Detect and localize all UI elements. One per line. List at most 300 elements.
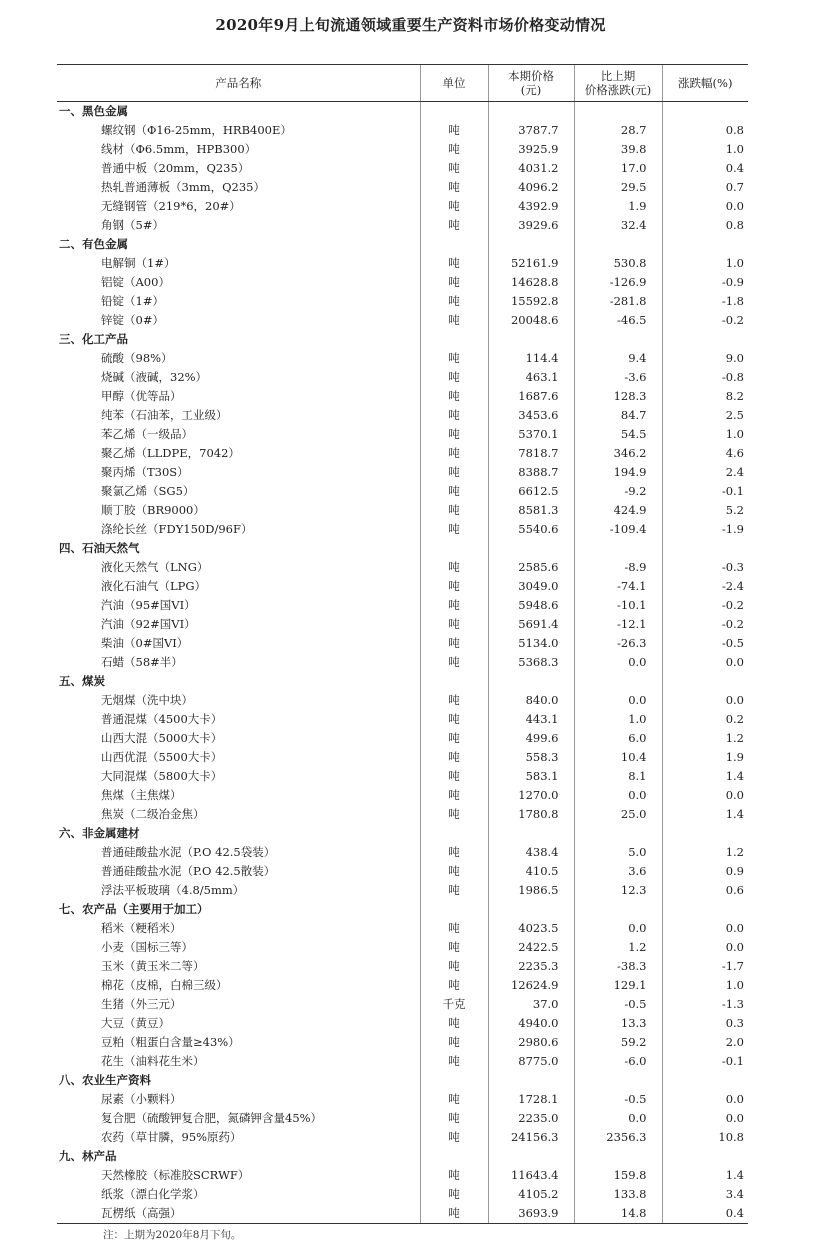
header-price-change — [574, 65, 662, 102]
table-row — [57, 463, 748, 482]
current-price: 8581.3 — [488, 501, 574, 520]
table-row — [57, 1185, 748, 1204]
current-price: 8775.0 — [488, 1052, 574, 1071]
product-unit: 吨 — [420, 273, 488, 292]
category-unit-empty — [420, 235, 488, 254]
product-unit: 吨 — [420, 710, 488, 729]
product-name: 稻米（粳稻米） — [101, 921, 182, 935]
category-pct-empty — [662, 539, 748, 558]
change-percent: 4.6 — [662, 444, 748, 463]
product-unit: 吨 — [420, 1128, 488, 1147]
category-pct-empty — [662, 1147, 748, 1166]
current-price: 4392.9 — [488, 197, 574, 216]
current-price: 20048.6 — [488, 311, 574, 330]
table-row — [57, 520, 748, 539]
change-percent: 0.0 — [662, 653, 748, 672]
change-percent: 1.0 — [662, 254, 748, 273]
product-name: 普通硅酸盐水泥（P.O 42.5散装） — [101, 864, 276, 878]
product-name: 汽油（92#国VI） — [101, 617, 196, 631]
product-name: 线材（Φ6.5mm，HPB300） — [101, 142, 257, 156]
price-change: 0.0 — [574, 786, 662, 805]
change-percent: 0.0 — [662, 197, 748, 216]
change-percent: 0.0 — [662, 938, 748, 957]
product-unit: 吨 — [420, 634, 488, 653]
change-percent: -0.2 — [662, 311, 748, 330]
page-title: 2020年9月上旬流通领域重要生产资料市场价格变动情况 — [215, 16, 606, 34]
price-change: 29.5 — [574, 178, 662, 197]
product-name: 铝锭（A00） — [101, 275, 170, 289]
category-pct-empty — [662, 1071, 748, 1090]
current-price: 1687.6 — [488, 387, 574, 406]
change-percent: 0.0 — [662, 691, 748, 710]
current-price: 7818.7 — [488, 444, 574, 463]
category-row — [57, 900, 748, 919]
category-pct-empty — [662, 235, 748, 254]
product-name: 聚丙烯（T30S） — [101, 465, 189, 479]
category-name: 五、煤炭 — [59, 674, 105, 688]
product-name: 纸浆（漂白化学浆） — [101, 1187, 205, 1201]
category-row — [57, 330, 748, 349]
change-percent: 5.2 — [662, 501, 748, 520]
product-unit: 吨 — [420, 615, 488, 634]
category-row — [57, 824, 748, 843]
price-change: 424.9 — [574, 501, 662, 520]
price-change: 8.1 — [574, 767, 662, 786]
product-name: 尿素（小颗料） — [101, 1092, 182, 1106]
current-price: 11643.4 — [488, 1166, 574, 1185]
product-unit: 吨 — [420, 748, 488, 767]
current-price: 5370.1 — [488, 425, 574, 444]
product-name: 热轧普通薄板（3mm，Q235） — [101, 180, 266, 194]
price-change: 3.6 — [574, 862, 662, 881]
price-change: 1.2 — [574, 938, 662, 957]
product-unit: 吨 — [420, 292, 488, 311]
product-unit: 吨 — [420, 786, 488, 805]
product-unit: 吨 — [420, 159, 488, 178]
current-price: 443.1 — [488, 710, 574, 729]
product-unit: 吨 — [420, 653, 488, 672]
table-row — [57, 995, 748, 1014]
product-name: 液化天然气（LNG） — [101, 560, 209, 574]
product-unit: 吨 — [420, 843, 488, 862]
header-unit: 单位 — [420, 65, 488, 102]
category-row — [57, 539, 748, 558]
price-change: -74.1 — [574, 577, 662, 596]
product-unit: 吨 — [420, 558, 488, 577]
change-percent: 1.2 — [662, 729, 748, 748]
change-percent: -1.7 — [662, 957, 748, 976]
table-row — [57, 1052, 748, 1071]
change-percent: -2.4 — [662, 577, 748, 596]
product-unit: 吨 — [420, 444, 488, 463]
product-unit: 吨 — [420, 1052, 488, 1071]
table-row — [57, 1033, 748, 1052]
category-unit-empty — [420, 539, 488, 558]
price-change: 13.3 — [574, 1014, 662, 1033]
price-change: 54.5 — [574, 425, 662, 444]
price-change: -281.8 — [574, 292, 662, 311]
product-unit: 吨 — [420, 596, 488, 615]
price-change: -38.3 — [574, 957, 662, 976]
table-row — [57, 349, 748, 368]
product-name: 大豆（黄豆） — [101, 1016, 170, 1030]
price-change: 0.0 — [574, 919, 662, 938]
change-percent: 10.8 — [662, 1128, 748, 1147]
product-unit: 吨 — [420, 121, 488, 140]
table-row — [57, 216, 748, 235]
current-price: 1780.8 — [488, 805, 574, 824]
product-name: 聚乙烯（LLDPE，7042） — [101, 446, 240, 460]
change-percent: -0.3 — [662, 558, 748, 577]
current-price: 2980.6 — [488, 1033, 574, 1052]
category-unit-empty — [420, 1071, 488, 1090]
category-price-empty — [488, 900, 574, 919]
table-row — [57, 406, 748, 425]
current-price: 4105.2 — [488, 1185, 574, 1204]
category-price-empty — [488, 330, 574, 349]
product-name: 液化石油气（LPG） — [101, 579, 207, 593]
price-change: 0.0 — [574, 653, 662, 672]
change-percent: 1.9 — [662, 748, 748, 767]
product-unit: 吨 — [420, 881, 488, 900]
product-name: 棉花（皮棉，白棉三级） — [101, 978, 228, 992]
current-price: 5691.4 — [488, 615, 574, 634]
price-change: -26.3 — [574, 634, 662, 653]
product-name: 角钢（5#） — [101, 218, 164, 232]
price-change: 5.0 — [574, 843, 662, 862]
product-name: 复合肥（硫酸钾复合肥，氮磷钾含量45%） — [101, 1111, 323, 1125]
change-percent: 1.4 — [662, 805, 748, 824]
category-price-empty — [488, 102, 574, 122]
current-price: 12624.9 — [488, 976, 574, 995]
table-row — [57, 178, 748, 197]
current-price: 2585.6 — [488, 558, 574, 577]
change-percent: 1.0 — [662, 425, 748, 444]
price-change: 194.9 — [574, 463, 662, 482]
category-pct-empty — [662, 824, 748, 843]
current-price: 14628.8 — [488, 273, 574, 292]
category-row — [57, 1071, 748, 1090]
price-change: -12.1 — [574, 615, 662, 634]
header-current-price-line2: (元) — [520, 83, 542, 97]
current-price: 5134.0 — [488, 634, 574, 653]
price-change: -6.0 — [574, 1052, 662, 1071]
category-row — [57, 102, 748, 122]
category-change-empty — [574, 330, 662, 349]
category-change-empty — [574, 672, 662, 691]
category-price-empty — [488, 1147, 574, 1166]
table-row — [57, 653, 748, 672]
product-name: 电解铜（1#） — [101, 256, 176, 270]
current-price: 37.0 — [488, 995, 574, 1014]
current-price: 2235.0 — [488, 1109, 574, 1128]
table-row — [57, 805, 748, 824]
change-percent: -0.9 — [662, 273, 748, 292]
current-price: 4031.2 — [488, 159, 574, 178]
product-name: 豆粕（粗蛋白含量≥43%） — [101, 1035, 240, 1049]
category-change-empty — [574, 1071, 662, 1090]
category-pct-empty — [662, 900, 748, 919]
category-name: 八、农业生产资料 — [59, 1073, 151, 1087]
product-name: 山西大混（5000大卡） — [101, 731, 223, 745]
change-percent: -0.2 — [662, 596, 748, 615]
current-price: 1270.0 — [488, 786, 574, 805]
category-row — [57, 235, 748, 254]
table-row — [57, 691, 748, 710]
product-unit: 吨 — [420, 691, 488, 710]
change-percent: 0.0 — [662, 1109, 748, 1128]
footnote: 注：上期为2020年8月下旬。 — [103, 1229, 242, 1241]
product-unit: 吨 — [420, 862, 488, 881]
table-row — [57, 482, 748, 501]
product-name: 山西优混（5500大卡） — [101, 750, 223, 764]
product-name: 苯乙烯（一级品） — [101, 427, 193, 441]
product-name: 涤纶长丝（FDY150D/96F） — [101, 522, 253, 536]
product-name: 农药（草甘膦，95%原药） — [101, 1130, 242, 1144]
category-unit-empty — [420, 102, 488, 122]
product-name: 小麦（国标三等） — [101, 940, 193, 954]
current-price: 15592.8 — [488, 292, 574, 311]
table-row — [57, 140, 748, 159]
current-price: 1728.1 — [488, 1090, 574, 1109]
product-unit: 吨 — [420, 254, 488, 273]
price-change: 9.4 — [574, 349, 662, 368]
table-row — [57, 938, 748, 957]
price-change: 28.7 — [574, 121, 662, 140]
product-unit: 吨 — [420, 1185, 488, 1204]
product-name: 无烟煤（洗中块） — [101, 693, 193, 707]
product-name: 玉米（黄玉米二等） — [101, 959, 205, 973]
product-unit: 吨 — [420, 1014, 488, 1033]
table-header — [57, 65, 748, 102]
price-change: 129.1 — [574, 976, 662, 995]
table-row — [57, 368, 748, 387]
table-row — [57, 1128, 748, 1147]
category-unit-empty — [420, 330, 488, 349]
price-change: -8.9 — [574, 558, 662, 577]
product-name: 焦煤（主焦煤） — [101, 788, 182, 802]
product-name: 顺丁胶（BR9000） — [101, 503, 205, 517]
header-price-change-line2: 价格涨跌(元) — [584, 83, 652, 97]
table-row — [57, 976, 748, 995]
change-percent: 1.2 — [662, 843, 748, 862]
table-row — [57, 596, 748, 615]
price-change: 133.8 — [574, 1185, 662, 1204]
change-percent: 2.0 — [662, 1033, 748, 1052]
change-percent: 3.4 — [662, 1185, 748, 1204]
table-row — [57, 1166, 748, 1185]
product-unit: 吨 — [420, 501, 488, 520]
product-name: 普通中板（20mm，Q235） — [101, 161, 250, 175]
change-percent: -0.1 — [662, 482, 748, 501]
change-percent: 9.0 — [662, 349, 748, 368]
current-price: 463.1 — [488, 368, 574, 387]
table-row — [57, 634, 748, 653]
table-row — [57, 1204, 748, 1224]
table-row — [57, 444, 748, 463]
product-unit: 吨 — [420, 482, 488, 501]
price-change: 10.4 — [574, 748, 662, 767]
category-name: 九、林产品 — [59, 1149, 117, 1163]
current-price: 558.3 — [488, 748, 574, 767]
price-change: -0.5 — [574, 995, 662, 1014]
price-change: 0.0 — [574, 691, 662, 710]
product-name: 无缝钢管（219*6，20#） — [101, 199, 241, 213]
product-unit: 吨 — [420, 425, 488, 444]
table-row — [57, 159, 748, 178]
table-row — [57, 767, 748, 786]
current-price: 5540.6 — [488, 520, 574, 539]
header-product-name: 产品名称 — [57, 65, 420, 102]
change-percent: -1.3 — [662, 995, 748, 1014]
category-pct-empty — [662, 102, 748, 122]
price-change: 159.8 — [574, 1166, 662, 1185]
price-change: 59.2 — [574, 1033, 662, 1052]
product-name: 普通硅酸盐水泥（P.O 42.5袋装） — [101, 845, 276, 859]
product-unit: 吨 — [420, 976, 488, 995]
product-unit: 吨 — [420, 216, 488, 235]
product-name: 甲醇（优等品） — [101, 389, 182, 403]
current-price: 6612.5 — [488, 482, 574, 501]
price-change: 39.8 — [574, 140, 662, 159]
product-name: 螺纹钢（Φ16-25mm，HRB400E） — [101, 123, 292, 137]
change-percent: 0.9 — [662, 862, 748, 881]
price-change: 14.8 — [574, 1204, 662, 1224]
product-unit: 吨 — [420, 729, 488, 748]
product-name: 浮法平板玻璃（4.8/5mm） — [101, 883, 245, 897]
product-unit: 吨 — [420, 197, 488, 216]
product-unit: 吨 — [420, 1204, 488, 1224]
price-change: -126.9 — [574, 273, 662, 292]
price-change: 17.0 — [574, 159, 662, 178]
table-row — [57, 957, 748, 976]
price-change: 84.7 — [574, 406, 662, 425]
change-percent: 2.4 — [662, 463, 748, 482]
table-body — [57, 102, 748, 1224]
header-price-change-line1: 比上期 — [600, 69, 636, 83]
current-price: 3787.7 — [488, 121, 574, 140]
product-unit: 吨 — [420, 577, 488, 596]
price-change: 2356.3 — [574, 1128, 662, 1147]
category-change-empty — [574, 1147, 662, 1166]
table-row — [57, 1109, 748, 1128]
price-change: 346.2 — [574, 444, 662, 463]
current-price: 3929.6 — [488, 216, 574, 235]
current-price: 3925.9 — [488, 140, 574, 159]
current-price: 114.4 — [488, 349, 574, 368]
product-unit: 吨 — [420, 178, 488, 197]
change-percent: 1.0 — [662, 976, 748, 995]
category-name: 一、黑色金属 — [59, 104, 128, 118]
current-price: 3453.6 — [488, 406, 574, 425]
product-unit: 吨 — [420, 1109, 488, 1128]
price-change: -10.1 — [574, 596, 662, 615]
category-change-empty — [574, 539, 662, 558]
current-price: 3049.0 — [488, 577, 574, 596]
change-percent: 2.5 — [662, 406, 748, 425]
product-name: 大同混煤（5800大卡） — [101, 769, 223, 783]
product-name: 石蜡（58#半） — [101, 655, 183, 669]
current-price: 4023.5 — [488, 919, 574, 938]
table-row — [57, 748, 748, 767]
category-unit-empty — [420, 1147, 488, 1166]
change-percent: -0.8 — [662, 368, 748, 387]
price-change: 32.4 — [574, 216, 662, 235]
price-change: -3.6 — [574, 368, 662, 387]
current-price: 5948.6 — [488, 596, 574, 615]
product-name: 普通混煤（4500大卡） — [101, 712, 223, 726]
table-row — [57, 1014, 748, 1033]
current-price: 840.0 — [488, 691, 574, 710]
category-price-empty — [488, 672, 574, 691]
product-unit: 吨 — [420, 311, 488, 330]
table-row — [57, 729, 748, 748]
table-row — [57, 919, 748, 938]
current-price: 24156.3 — [488, 1128, 574, 1147]
change-percent: 0.7 — [662, 178, 748, 197]
table-row — [57, 577, 748, 596]
product-name: 聚氯乙烯（SG5） — [101, 484, 195, 498]
change-percent: 0.6 — [662, 881, 748, 900]
product-name: 天然橡胶（标准胶SCRWF） — [101, 1168, 250, 1182]
price-change: -0.5 — [574, 1090, 662, 1109]
product-name: 瓦楞纸（高强） — [57, 1204, 420, 1224]
product-name: 锌锭（0#） — [101, 313, 164, 327]
table-row — [57, 881, 748, 900]
change-percent: 0.4 — [662, 1204, 748, 1224]
change-percent: 0.8 — [662, 121, 748, 140]
category-price-empty — [488, 1071, 574, 1090]
category-row — [57, 672, 748, 691]
category-name: 二、有色金属 — [59, 237, 128, 251]
product-unit: 吨 — [420, 349, 488, 368]
table-row — [57, 786, 748, 805]
product-name: 烧碱（液碱，32%） — [101, 370, 208, 384]
product-unit: 千克 — [420, 995, 488, 1014]
current-price: 52161.9 — [488, 254, 574, 273]
category-row — [57, 1147, 748, 1166]
price-change: 1.9 — [574, 197, 662, 216]
product-unit: 吨 — [420, 463, 488, 482]
category-change-empty — [574, 102, 662, 122]
price-change: 12.3 — [574, 881, 662, 900]
category-name: 六、非金属建材 — [59, 826, 140, 840]
table-row — [57, 273, 748, 292]
table-row — [57, 387, 748, 406]
table-row — [57, 1090, 748, 1109]
product-name: 生猪（外三元） — [101, 997, 182, 1011]
change-percent: 0.0 — [662, 1090, 748, 1109]
change-percent: -0.1 — [662, 1052, 748, 1071]
category-change-empty — [574, 900, 662, 919]
change-percent: 1.4 — [662, 767, 748, 786]
product-name: 柴油（0#国VI） — [101, 636, 189, 650]
change-percent: 0.0 — [662, 919, 748, 938]
product-unit: 吨 — [420, 919, 488, 938]
price-change: 530.8 — [574, 254, 662, 273]
product-name: 汽油（95#国VI） — [101, 598, 196, 612]
price-change: -109.4 — [574, 520, 662, 539]
category-price-empty — [488, 235, 574, 254]
product-unit: 吨 — [420, 805, 488, 824]
change-percent: -1.9 — [662, 520, 748, 539]
product-unit: 吨 — [420, 368, 488, 387]
header-change-percent: 涨跌幅(%) — [662, 65, 748, 102]
price-change: 1.0 — [574, 710, 662, 729]
price-change: 6.0 — [574, 729, 662, 748]
product-unit: 吨 — [420, 1166, 488, 1185]
current-price: 2235.3 — [488, 957, 574, 976]
